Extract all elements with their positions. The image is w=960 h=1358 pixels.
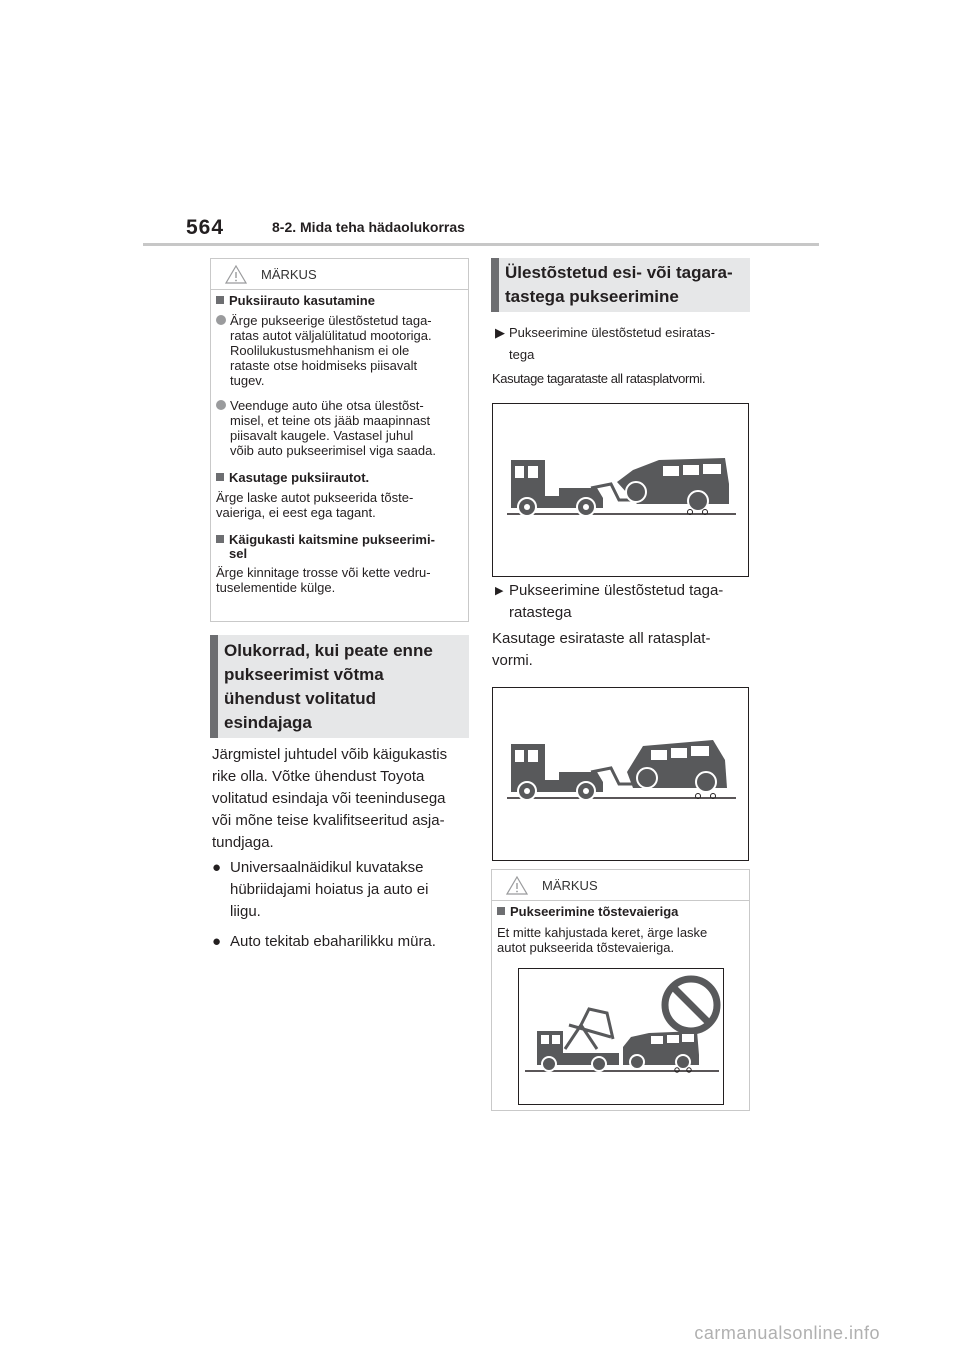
notice-bullet: Veenduge auto ühe otsa ülestõst- misel, et teine ots jääb maapinnast piisavalt kaugele. Vastasel juhul võib auto pukseerimisel viga saada. [216, 398, 463, 458]
watermark: carmanualsonline.info [694, 1323, 880, 1343]
dealer-bullet-list [212, 857, 474, 953]
header-rule [143, 243, 819, 246]
notice-text: Et mitte kahjustada keret, ärge laske autot pukseerida tõstevaieriga. [497, 925, 708, 955]
section-title: 8-2. Mida teha hädaolukorras [272, 219, 465, 235]
warning-triangle-icon [225, 265, 247, 284]
notice-subheading: Käigukasti kaitsmine pukseerimi- sel [216, 533, 463, 561]
notice-text: Ärge kinnitage trosse või kette vedru- tuselementide külge. [216, 565, 431, 595]
notice-subheading: Pukseerimine tõstevaieriga [497, 905, 744, 919]
square-bullet-icon [216, 473, 224, 481]
warning-triangle-icon [506, 876, 528, 895]
arrow-right-icon: ▶ [495, 325, 505, 340]
bullet-dot-icon: ● [212, 859, 222, 876]
square-bullet-icon [216, 296, 224, 304]
notice-subheading: Kasutage puksiirautot. [216, 471, 463, 485]
section-heading-lifted-towing: Ülestõstetud esi- või tagara- tastega pukseerimine [491, 258, 750, 312]
case-front-lifted: ▶ Pukseerimine ülestõstetud esiratas- tega [495, 322, 755, 366]
notice-box-2 [491, 869, 750, 1111]
notice-subheading: Puksiirauto kasutamine [216, 294, 463, 308]
list-item: ● Auto tekitab ebaharilikku müra. [212, 931, 474, 953]
section-heading-dealer: Olukorrad, kui peate enne pukseerimist võtma ühendust volitatud esindajaga [210, 635, 469, 738]
round-bullet-icon [216, 315, 226, 325]
notice-title: MÄRKUS [261, 266, 317, 282]
tow-truck-dolly-rear-illustration [493, 404, 748, 576]
notice-header [492, 870, 749, 901]
tow-truck-dolly-front-illustration [493, 688, 748, 860]
list-item: ● Universaalnäidikul kuvatakse hübriidajami hoiatus ja auto ei liigu. [212, 857, 474, 923]
notice-box-1 [210, 258, 469, 622]
notice-title: MÄRKUS [542, 877, 598, 893]
bullet-dot-icon: ● [212, 933, 222, 950]
notice-bullet: Ärge pukseerige ülestõstetud taga- ratas autot väljalülitatud mootoriga. Roolilukustusmehhanism ei ole rataste otse hoidmiseks piisavalt tugev. [216, 313, 463, 388]
square-bullet-icon [497, 907, 505, 915]
case-front-text: Kasutage tagarataste all ratasplatvormi. [492, 371, 706, 386]
dealer-paragraph: Järgmistel juhtudel võib käigukastis rike olla. Võtke ühendust Toyota volitatud esindaja või teenindusega või mõne teise kvalifitseeritud asja- tundjaga. [212, 746, 448, 851]
round-bullet-icon [216, 400, 226, 410]
page-number: 564 [186, 216, 225, 239]
case-rear-text: Kasutage esirataste all ratasplat- vormi. [492, 630, 711, 669]
diagram-sling-prohibited [518, 968, 724, 1105]
square-bullet-icon [216, 535, 224, 543]
arrow-right-icon: ▶ [495, 585, 504, 597]
diagram-front-lifted [492, 403, 749, 577]
diagram-rear-lifted [492, 687, 749, 861]
sling-tow-prohibited-illustration [519, 969, 723, 1104]
notice-header [211, 259, 468, 290]
case-rear-lifted: ▶ Pukseerimine ülestõstetud taga- ratastega [495, 580, 755, 624]
notice-text: Ärge laske autot pukseerida tõste- vaieriga, ei eest ega tagant. [216, 490, 414, 520]
